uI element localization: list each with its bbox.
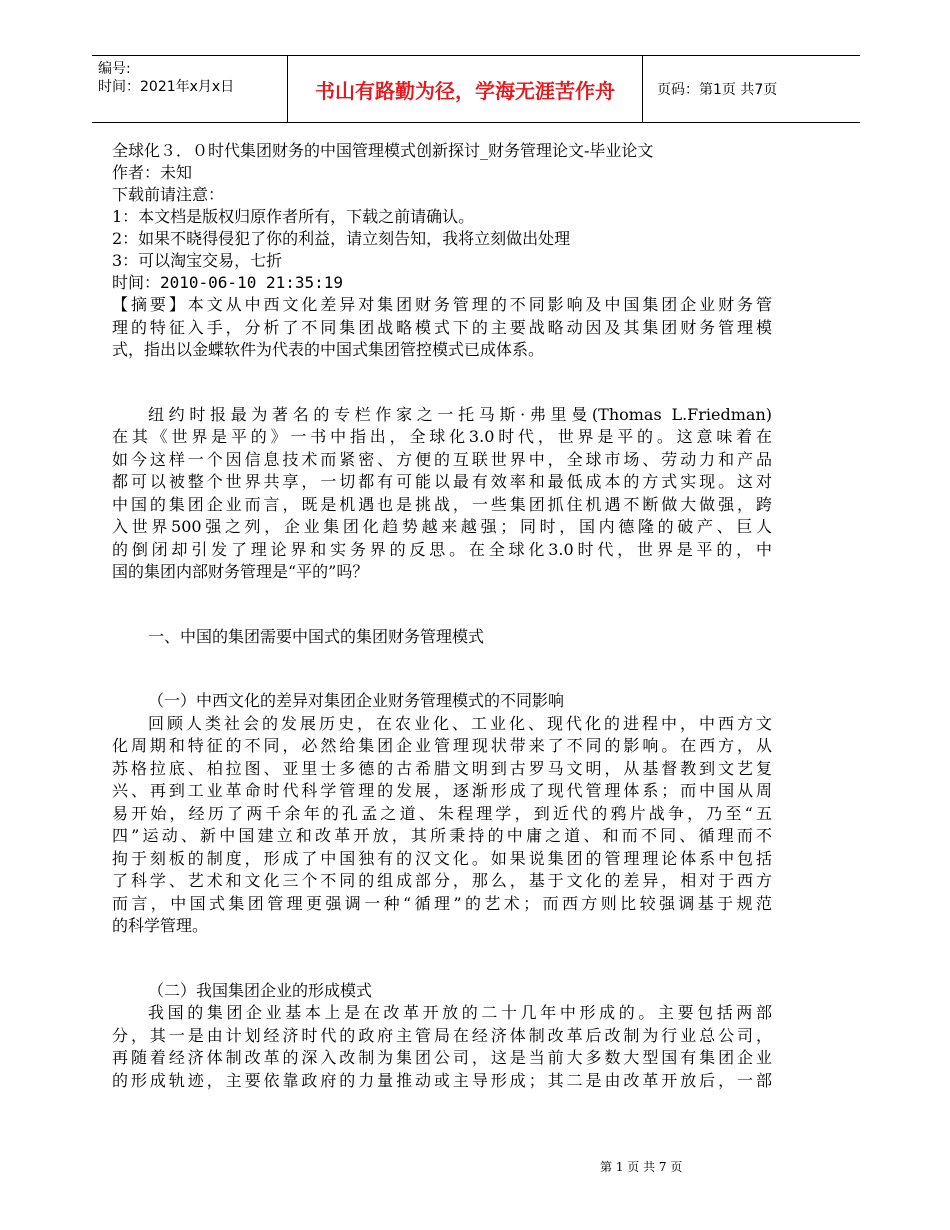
doc-time: 时间：2010-06-10 21:35:19: [112, 273, 344, 292]
intro-line: 如今这样一个因信息技术而紧密、方便的互联世界中，全球市场、劳动力和产品: [112, 449, 772, 469]
abstract-line: 【摘要】本文从中西文化差异对集团财务管理的不同影响及中国集团企业财务管: [112, 295, 772, 314]
paragraph-line: 兴、再到工业革命时代科学管理的发展，逐渐形成了现代管理体系；而中国从周: [112, 781, 772, 800]
header-page-info: 页码：第1页 共7页: [657, 82, 778, 98]
intro-line: 中国的集团企业而言，既是机遇也是挑战，一些集团抓住机遇不断做大做强，跨: [112, 494, 772, 514]
time-label: 时间：2021年x月x日: [98, 79, 235, 95]
paragraph-line: 四”运动、新中国建立和改革开放，其所秉持的中庸之道、和而不同、循理而不: [112, 826, 772, 845]
section-heading: 一、中国的集团需要中国式的集团财务管理模式: [148, 626, 485, 646]
paragraph-line: 拘于刻板的制度，形成了中国独有的汉文化。如果说集团的管理理论体系中包括: [112, 848, 772, 868]
paragraph-line: 了科学、艺术和文化三个不同的组成部分，那么，基于文化的差异，相对于西方: [112, 871, 772, 890]
paragraph-line: 的科学管理。: [112, 916, 209, 935]
abstract-line: 理的特征入手，分析了不同集团战略模式下的主要战略动因及其集团财务管理模: [112, 317, 772, 337]
intro-line: 入世界500强之列，企业集团化趋势越来越强；同时，国内德隆的破产、巨人: [112, 517, 772, 536]
paragraph-line: 而言，中国式集团管理更强调一种“循理”的艺术；而西方则比较强调基于规范: [112, 893, 772, 913]
header-info-cell: [92, 56, 287, 122]
paragraph-line: 化周期和特征的不同，必然给集团企业管理现状带来了不同的影响。在西方，从: [112, 736, 772, 755]
intro-line: 纽约时报最为著名的专栏作家之一托马斯·弗里曼(Thomas L.Friedman): [148, 404, 772, 424]
intro-line: 都可以被整个世界共享，一切都有可能以最有效率和最低成本的方式实现。这对: [112, 472, 772, 491]
header-motto: 书山有路勤为径，学海无涯苦作舟: [287, 56, 643, 122]
subsection-heading: （二）我国集团企业的形成模式: [148, 980, 373, 1000]
subsection-heading: （一）中西文化的差异对集团企业财务管理模式的不同影响: [148, 691, 565, 710]
notice-item: 1：本文档是版权归原作者所有，下载之前请确认。: [112, 207, 475, 226]
abstract-line: 式，指出以金蝶软件为代表的中国式集团管控模式已成体系。: [112, 340, 545, 359]
intro-line: 国的集团内部财务管理是“平的”吗？: [112, 562, 369, 581]
notice-heading: 下载前请注意：: [112, 185, 225, 204]
paragraph-line: 再随着经济体制改革的深入改制为集团公司，这是当前大多数大型国有集团企业: [112, 1048, 772, 1067]
page-header: [92, 55, 860, 123]
paragraph-line: 我国的集团企业基本上是在改革开放的二十几年中形成的。主要包括两部: [148, 1003, 772, 1022]
paragraph-line: 回顾人类社会的发展历史，在农业化、工业化、现代化的进程中，中西方文: [148, 713, 772, 733]
doc-title: 全球化３．０时代集团财务的中国管理模式创新探讨_财务管理论文-毕业论文: [112, 141, 654, 160]
paragraph-line: 苏格拉底、柏拉图、亚里士多德的古希腊文明到古罗马文明，从基督教到文艺复: [112, 758, 772, 778]
number-label: 编号:: [98, 61, 131, 77]
paragraph-line: 分，其一是由计划经济时代的政府主管局在经济体制改革后改制为行业总公司，: [112, 1025, 772, 1045]
page-footer: 第 1 页 共 7 页: [600, 1160, 683, 1174]
document-body: [112, 140, 772, 1092]
paragraph-line: 易开始，经历了两千余年的孔孟之道、朱程理学，到近代的鸦片战争，乃至“五: [112, 803, 772, 823]
paragraph-line: 的形成轨迹，主要依靠政府的力量推动或主导形成；其二是由改革开放后，一部: [112, 1070, 772, 1090]
notice-item: 3：可以淘宝交易，七折: [112, 251, 283, 270]
intro-line: 的倒闭却引发了理论界和实务界的反思。在全球化3.0时代，世界是平的，中: [112, 539, 772, 559]
notice-item: 2：如果不晓得侵犯了你的利益，请立刻告知，我将立刻做出处理: [112, 229, 571, 248]
doc-author: 作者：未知: [112, 163, 193, 182]
intro-line: 在其《世界是平的》一书中指出，全球化3.0时代，世界是平的。这意味着在: [112, 427, 772, 446]
